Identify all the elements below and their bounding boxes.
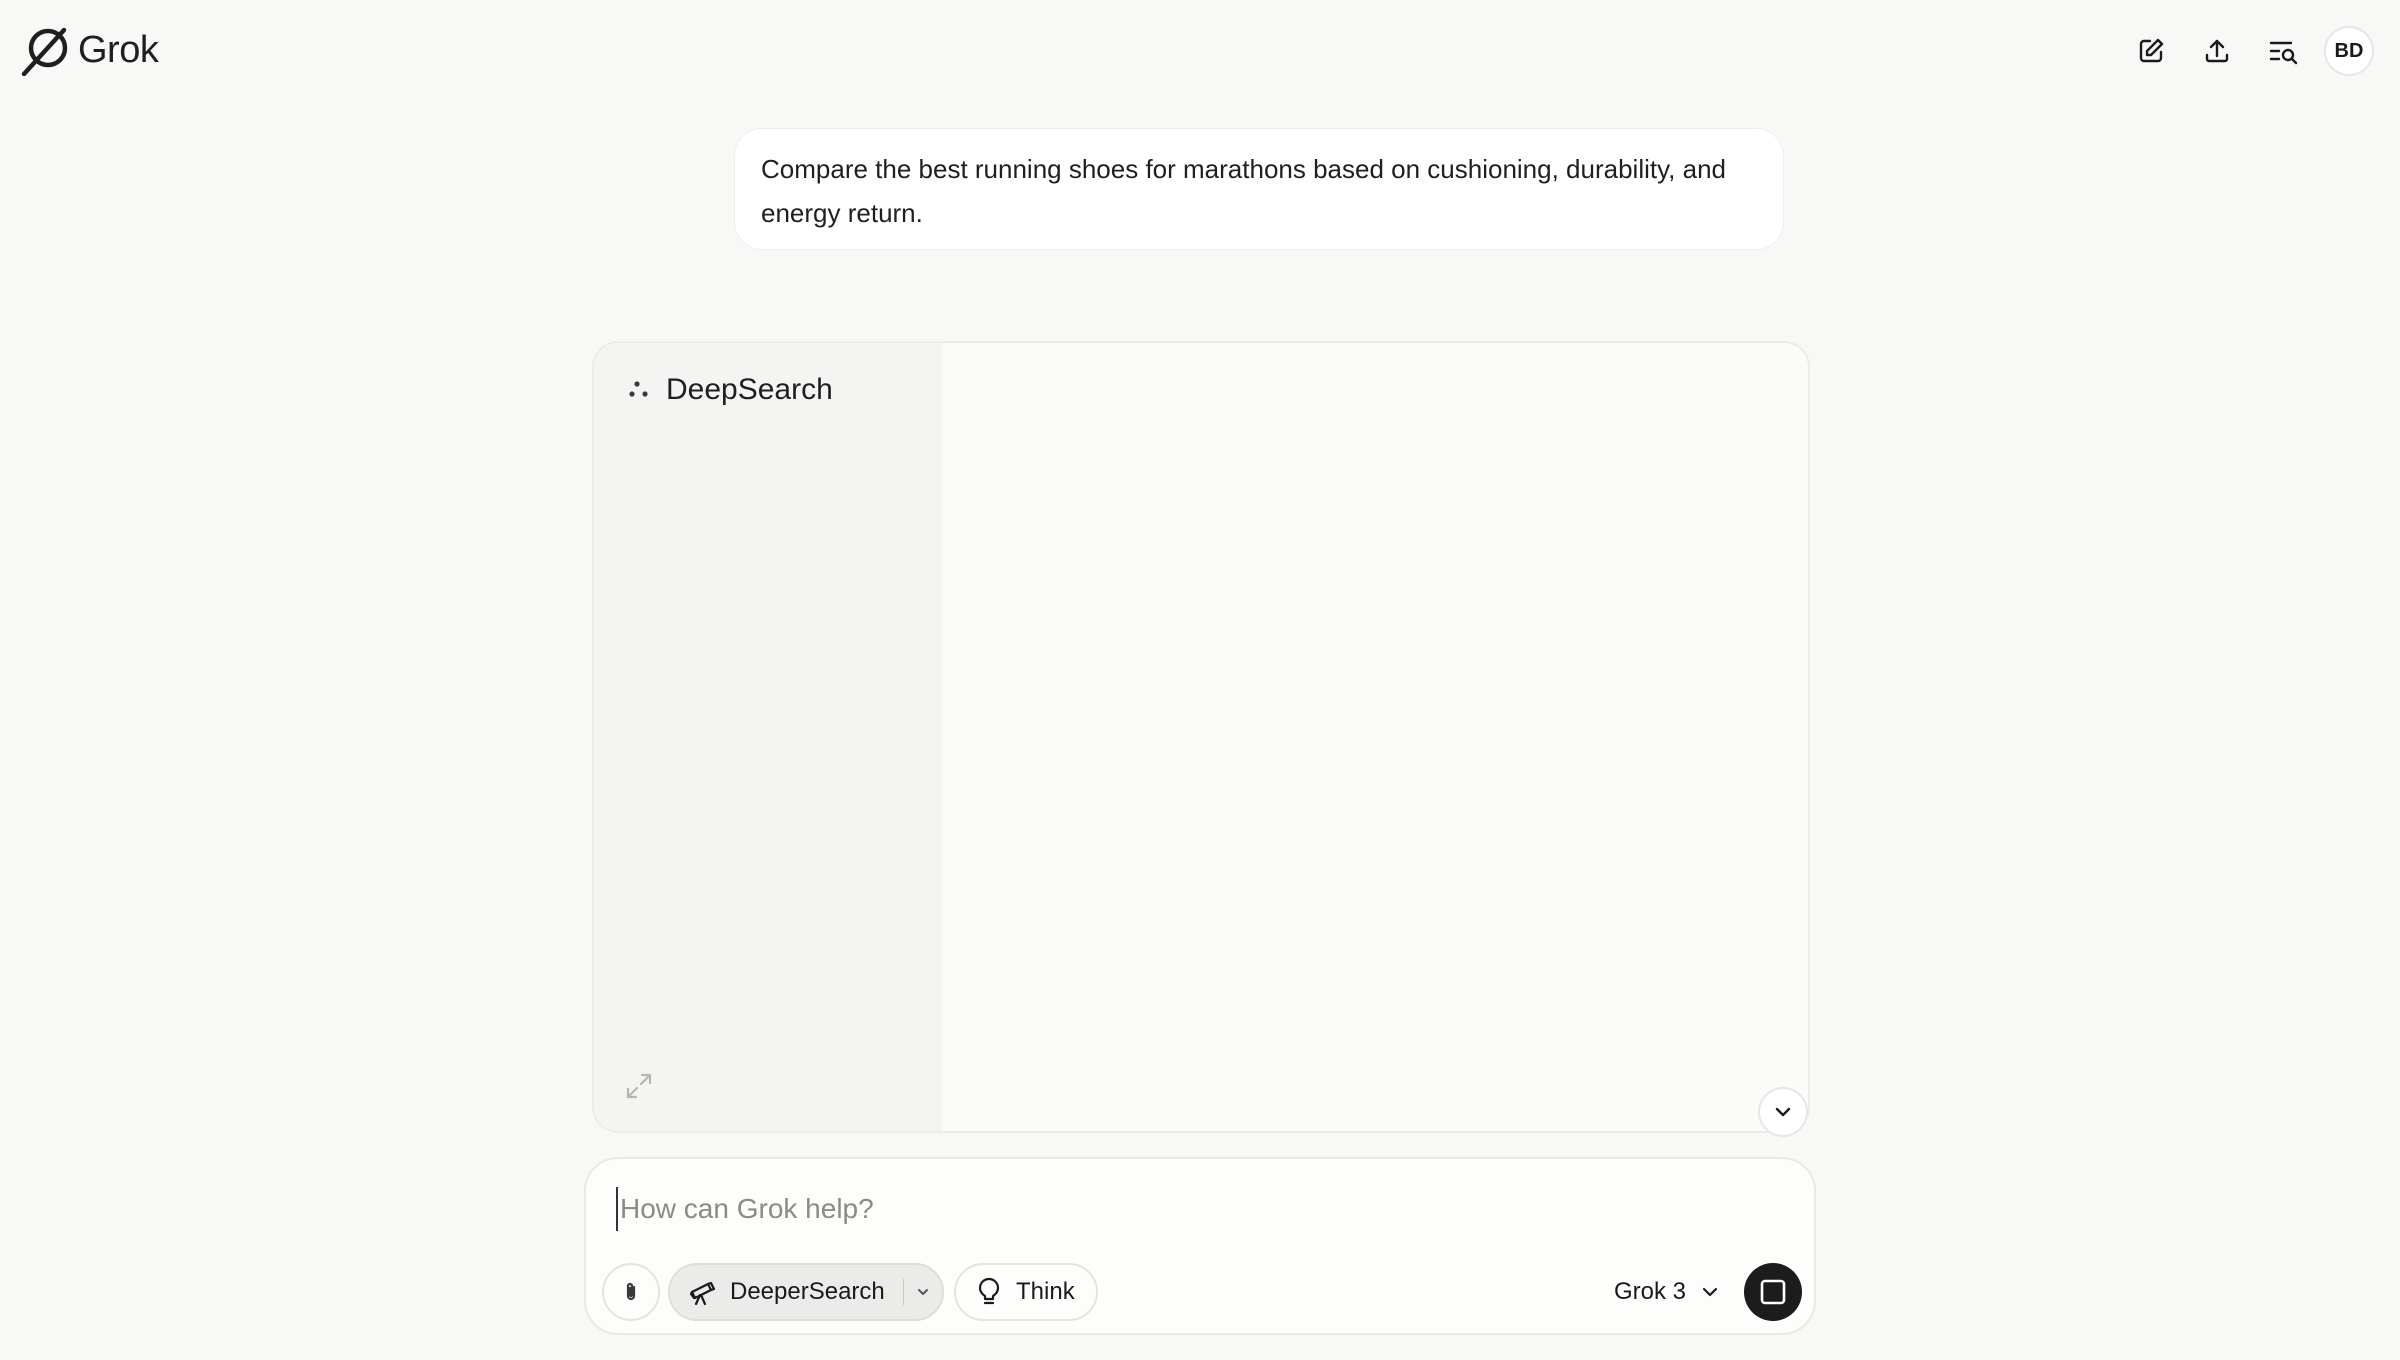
share-icon: [2202, 36, 2232, 66]
model-selector[interactable]: [1614, 1263, 1720, 1321]
think-button[interactable]: [954, 1263, 1098, 1321]
lightbulb-icon: [976, 1277, 1002, 1307]
grok-logo[interactable]: [20, 24, 158, 76]
chevron-down-icon: [1700, 1282, 1720, 1302]
paperclip-icon: [619, 1280, 643, 1304]
deepsearch-content: [942, 343, 1808, 1131]
stop-icon: [1759, 1278, 1787, 1306]
prompt-input[interactable]: [616, 1187, 1716, 1231]
deepsearch-dots-icon: [628, 378, 652, 402]
attach-button[interactable]: [602, 1263, 660, 1321]
deepersearch-dropdown[interactable]: [904, 1284, 942, 1300]
share-button[interactable]: [2192, 26, 2242, 76]
history-button[interactable]: [2258, 26, 2308, 76]
expand-icon: [624, 1071, 654, 1101]
expand-button[interactable]: [624, 1071, 654, 1106]
deepsearch-panel: [592, 341, 1810, 1133]
new-chat-button[interactable]: [2126, 26, 2176, 76]
deepsearch-title: DeepSearch: [666, 373, 833, 406]
stop-button[interactable]: [1744, 1263, 1802, 1321]
deepersearch-label: DeeperSearch: [730, 1278, 885, 1305]
telescope-icon: [688, 1277, 718, 1307]
chevron-down-icon: [915, 1284, 931, 1300]
deepsearch-header: [628, 373, 833, 407]
header-actions: [2126, 26, 2374, 76]
deepsearch-sidebar: [594, 343, 942, 1131]
user-message: Compare the best running shoes for marathons based on cushioning, durability, and energy return.: [734, 128, 1784, 250]
composer: [584, 1157, 1816, 1335]
deepersearch-main[interactable]: [670, 1277, 885, 1307]
deepersearch-toggle[interactable]: [668, 1263, 944, 1321]
avatar[interactable]: BD: [2324, 26, 2374, 76]
chevron-down-icon: [1772, 1101, 1794, 1123]
scroll-down-button[interactable]: [1758, 1087, 1808, 1137]
edit-icon: [2136, 36, 2166, 66]
logo-text: Grok: [78, 28, 159, 71]
think-label: Think: [1016, 1278, 1075, 1305]
grok-logo-icon: [20, 24, 72, 76]
history-search-icon: [2267, 36, 2299, 66]
model-label: Grok 3: [1614, 1278, 1687, 1305]
